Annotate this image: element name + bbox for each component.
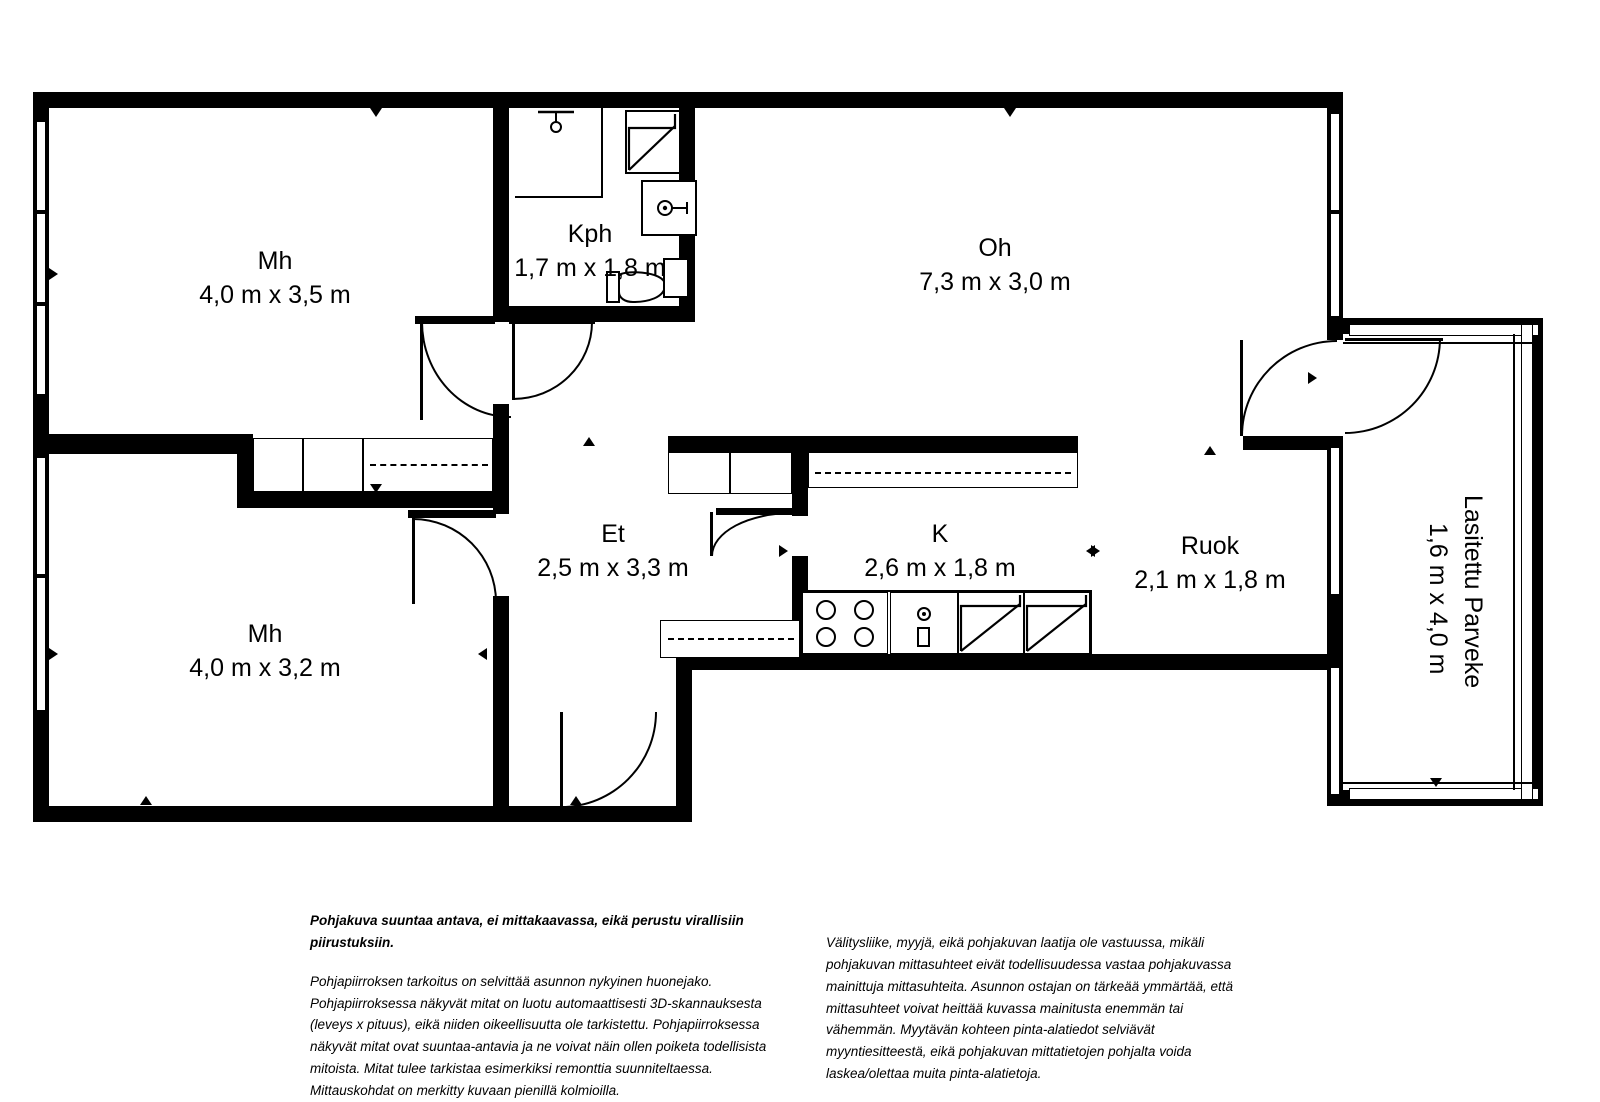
wall-closet-bottom: [237, 492, 509, 508]
zigzag-icon-kph: [627, 112, 679, 172]
zigzag-icon-fridge: [958, 592, 1024, 654]
measure-marker: [49, 648, 58, 660]
measure-marker: [49, 268, 58, 280]
wall-step-vertical: [676, 654, 692, 822]
disclaimer-right: [826, 932, 1256, 1085]
room-dim: 4,0 m x 3,2 m: [189, 653, 341, 682]
balcony-glass-top: [1349, 324, 1539, 336]
door-arc-balcony: [1241, 340, 1337, 436]
et-cabinet-2: [730, 452, 792, 494]
measure-marker: [570, 796, 582, 805]
disclaimer-body-right: Välitysliike, myyjä, eikä pohjakuvan laatija ole vastuussa, mikäli pohjakuvan mittasuhteet eivät todellisuudessa vastaa pohjakuvassa mainittuja mittasuhteita. Asunnon ostajan on tärkeää ymmärtää, että mittasuhteet voivat heittää kuvassa mainitusta enemmän tai vähemmän. Myytävän kohteen pinta-alatiedot selviävät myyntiesitteestä, eikä pohjakuvan mittatietojen pohjalta voida laskea/olettaa muita pinta-alatietoja.: [826, 935, 1233, 1082]
door-jamb-entrance: [549, 806, 557, 822]
window-right-2: [1329, 212, 1341, 318]
measure-marker: [1308, 372, 1317, 384]
room-dim: 7,3 m x 3,0 m: [919, 267, 1071, 296]
room-name: K: [931, 520, 949, 548]
window-left-4: [35, 456, 47, 576]
room-label-k: [845, 518, 1035, 586]
window-right-1: [1329, 112, 1341, 212]
window-right-3: [1329, 446, 1341, 596]
stove-burners-icon: [802, 592, 888, 654]
disclaimer-left: [310, 910, 770, 1102]
wall-et-kitchen: [792, 436, 808, 516]
room-name: Lasitettu Parveke: [1459, 495, 1487, 689]
room-label-oh: [895, 232, 1095, 300]
door-arc-mh-top: [421, 322, 511, 418]
closet-1: [253, 438, 303, 492]
disclaimer-body-left: Pohjapiirroksen tarkoitus on selvittää asunnon nykyinen huonejako. Pohjapiirroksessa näkyvät mitat on luotu automaattisesti 3D-skannauksesta (leveys x pituus), eikä niiden oikeellisuutta ole tarkistettu. Pohjapiirroksessa näkyvät mitat ovat suuntaa-antavia ja ne voivat näin ollen poiketa todellisista mitoista. Mitat tulee tarkistaa esimerkiksi remonttia suunniteltaessa. Mittauskohdat on merkitty kuvaan pienillä kolmioilla.: [310, 973, 767, 1099]
wall-kitchen-top: [668, 436, 1078, 452]
window-right-4: [1329, 666, 1341, 796]
measure-marker: [779, 545, 788, 557]
kph-shower-wall-h: [515, 196, 603, 198]
room-dim: 1,6 m x 4,0 m: [1424, 523, 1452, 675]
room-name: Et: [601, 520, 625, 548]
window-left-1: [35, 120, 47, 212]
room-label-balcony-dim: [1423, 523, 1452, 674]
door-arc-entrance: [561, 712, 657, 808]
room-name: Kph: [567, 220, 613, 248]
window-left-5: [35, 576, 47, 712]
measure-marker: [140, 796, 152, 805]
kitchen-upper-dash: [815, 472, 1071, 474]
door-jamb-mh-bottom: [408, 510, 496, 518]
measure-marker: [1430, 778, 1442, 787]
room-name: Mh: [247, 620, 283, 648]
shower-head-icon: [536, 108, 576, 138]
balcony-glass-bottom: [1349, 788, 1539, 800]
measure-marker: [1004, 108, 1016, 117]
measure-marker: [583, 437, 595, 446]
closet-2: [303, 438, 363, 492]
door-arc-mh-bottom: [413, 518, 497, 602]
room-name: Oh: [978, 234, 1012, 262]
room-label-et: [513, 518, 713, 586]
et-lower-cabinet-dash: [668, 638, 794, 640]
room-label-kph: [495, 218, 685, 286]
balcony-rail-line-right: [1513, 334, 1515, 790]
room-name: Ruok: [1180, 532, 1240, 560]
closet-arrow: [370, 484, 382, 493]
room-label-mh-top: [175, 245, 375, 313]
room-label-mh-bottom: [165, 618, 365, 686]
door-arc-kph: [513, 322, 593, 400]
kitchen-upper-cabinet: [808, 452, 1078, 488]
window-left-3: [35, 304, 47, 396]
kitchen-sink-icon: [890, 592, 958, 654]
wall-between-bedrooms: [33, 434, 245, 454]
wall-mh-bottom-right: [493, 596, 509, 822]
room-label-ruok: [1115, 530, 1305, 598]
kph-shower-wall-v: [601, 108, 603, 198]
wall-top-left: [33, 92, 533, 108]
room-dim: 2,1 m x 1,8 m: [1134, 565, 1286, 594]
measure-marker: [478, 648, 487, 660]
wall-top-right: [533, 92, 1343, 108]
wall-step-bottom: [545, 806, 692, 822]
room-dim: 2,5 m x 3,3 m: [537, 553, 689, 582]
measure-marker: [1091, 545, 1100, 557]
door-arc-balcony-outer: [1345, 338, 1441, 434]
wall-balcony-door-top: [1327, 318, 1343, 340]
balcony-glass-right: [1521, 324, 1533, 800]
door-jamb-kph: [509, 316, 595, 324]
window-left-2: [35, 212, 47, 304]
room-dim: 2,6 m x 1,8 m: [864, 553, 1016, 582]
closet-open-line: [370, 464, 488, 466]
et-cabinet-1: [668, 452, 730, 494]
wall-bottom-left: [33, 806, 553, 822]
door-jamb-et-k: [716, 508, 794, 515]
room-dim: 4,0 m x 3,5 m: [199, 280, 351, 309]
wall-mh-top-right: [493, 92, 509, 322]
door-jamb-mh-top: [415, 316, 495, 324]
room-label-balcony-name: [1458, 495, 1487, 688]
measure-marker: [370, 108, 382, 117]
room-name: Mh: [257, 247, 293, 275]
zigzag-icon-freezer: [1024, 592, 1090, 654]
room-dim: 1,7 m x 1,8 m: [514, 253, 666, 282]
wall-balcony-door-bottom: [1243, 436, 1343, 450]
disclaimer-heading: Pohjakuva suuntaa antava, ei mittakaavassa, eikä perustu virallisiin piirustuksiin.: [310, 913, 744, 950]
measure-marker: [1204, 446, 1216, 455]
